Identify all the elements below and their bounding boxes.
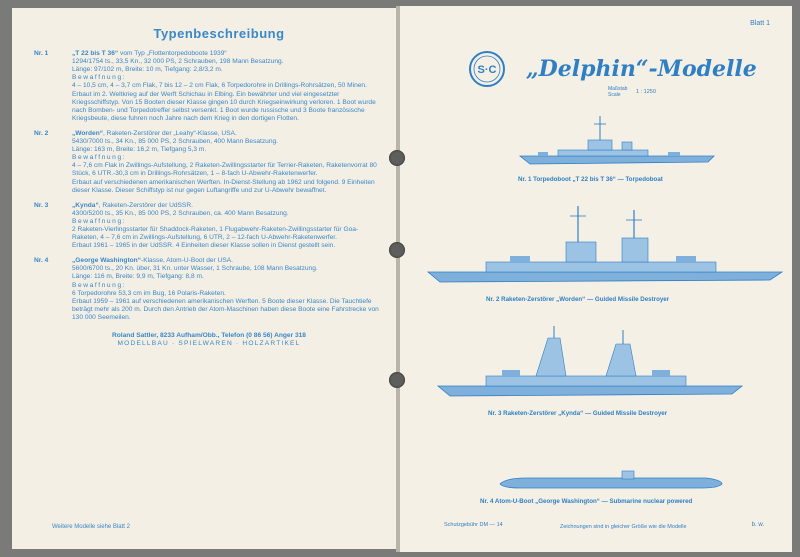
entry-number: Nr. 4 <box>34 257 49 265</box>
entry-specs: 5430/7000 ts., 34 Kn., 85 000 PS, 2 Schrauben, 400 Mann Besatzung. <box>72 138 279 146</box>
binder-hole-2 <box>389 242 405 258</box>
entry-number: Nr. 1 <box>34 50 49 58</box>
entry-dimensions: Länge: 163 m, Breite: 16,2 m, Tiefgang 5,3 m. <box>72 146 207 154</box>
entry-specs: 5600/6700 ts., 20 Kn. über, 31 Kn. unter Wasser, 1 Schraube, 108 Mann Besatzung. <box>72 265 318 273</box>
entry-type: -Klasse, Atom-U-Boot der USA. <box>141 257 233 265</box>
caption-ship-1: Nr. 1 Torpedoboot „T 22 bis T 36“ — Torpedoboat <box>518 176 663 183</box>
protection-fee: Schutzgebühr DM — 14 <box>444 522 503 528</box>
drawings-note: Zeichnungen sind in gleicher Größe wie die Modelle <box>560 524 687 530</box>
entry-number: Nr. 3 <box>34 201 49 209</box>
entry-1 <box>34 50 384 123</box>
entry-3 <box>34 202 384 251</box>
entry-armament: 4 – 10,5 cm, 4 – 3,7 cm Flak, 7 bis 12 – 2 cm Flak, 6 Torpedorohre in Drillings-Rohrsätzen, 50 Minen. <box>72 82 367 90</box>
entry-specs: 1294/1754 ts., 33,5 Kn., 32 000 PS, 2 Schrauben, 198 Mann Besatzung. <box>72 58 284 66</box>
publisher-address: Roland Sattler, 8233 Aufham/Obb., Telefon (0 86 56) Anger 318 <box>112 332 306 339</box>
entry-2 <box>34 130 384 195</box>
binder-hole-3 <box>389 372 405 388</box>
binder-hole-1 <box>389 150 405 166</box>
torpedo-boat-drawing <box>518 112 718 168</box>
armament-heading: Bewaffnung: <box>72 154 127 162</box>
entry-type: , Raketen-Zerstörer der UdSSR. <box>98 201 193 209</box>
logo-text: S·C <box>477 64 497 76</box>
right-page <box>400 6 792 552</box>
entry-type: , Raketen-Zerstörer der „Leahy“-Klasse, USA. <box>103 129 237 137</box>
entry-type: vom Typ „Flottentorpedoboote 1939“ <box>118 50 227 58</box>
caption-ship-3: Nr. 3 Raketen-Zerstörer „Kynda“ — Guided Missile Destroyer <box>488 410 668 417</box>
entry-dimensions: Länge: 116 m, Breite: 9,9 m, Tiefgang: 8,8 m. <box>72 273 204 281</box>
entry-armament: 4 – 7,6 cm Flak in Zwillings-Aufstellung, 2 Raketen-Zwillingsstarter für Terrier-Raketen, Raketenvorrat 80 Stück, 6 UTR.-30,3 cm in Drillings-Rohrsätzen, 1 – 8-fach U-Abwehr-Raketenwerfer. <box>72 162 377 178</box>
left-page <box>12 8 398 549</box>
entry-name: „Kynda“ <box>72 201 99 209</box>
submarine-drawing <box>496 468 726 492</box>
caption-ship-2: Nr. 2 Raketen-Zerstörer „Worden“ — Guided Missile Destroyer <box>486 296 670 303</box>
entry-history: Erbaut auf verschiedenen amerikanischen Werften. In-Dienst-Stellung ab 1962 und folgend. 9 Einheiten dieser Klasse. Dieser Schiffstyp ist nur gegen Luftangriffe und zur U-Abwehr bewaffnet. <box>72 178 375 194</box>
entry-4 <box>34 257 384 322</box>
armament-heading: Bewaffnung: <box>72 217 127 225</box>
kynda-destroyer-drawing <box>436 324 746 402</box>
entry-specs: 4300/5200 ts., 35 Kn., 85 000 PS, 2 Schrauben, ca. 400 Mann Besatzung. <box>72 209 289 217</box>
entry-dimensions: Länge: 97/102 m, Breite: 10 m, Tiefgang: 2,8/3,2 m. <box>72 66 223 74</box>
type-description-heading: Typenbeschreibung <box>153 26 285 41</box>
entry-history: Erbaut im 2. Weltkrieg auf der Werft Schichau in Elbing. Ein bewährter und viel eingesetzter Kriegsschiffstyp. Von 15 Booten dieser Klasse gingen 10 durch Kriegseinwirkung verloren. 1 Boot wurde nach Bomben- und Torpedotreffer selbst versenkt. 1 Boot wurde russische und 3 Boote französische Kriegsbeute, diese fuhren noch Jahre nach dem Krieg in den dortigen Flotten. <box>72 90 376 122</box>
further-models-note: Weitere Modelle siehe Blatt 2 <box>52 523 130 530</box>
worden-destroyer-drawing <box>426 202 786 288</box>
entry-name: „Worden“ <box>72 129 104 137</box>
armament-heading: Bewaffnung: <box>72 281 127 289</box>
entry-armament: 2 Raketen-Vierlingsstarter für Shaddock-Raketen, 1 Flugabwehr-Raketen-Zwillingsstarter für Goa-Raketen, 4 – 7,6 cm in Zwillings-Aufstellung, 6 UTR, 2 – 12-fach U-Abwehr-Raketenwerfer. <box>72 225 359 242</box>
catalog-title: „Delphin“-Modelle <box>526 56 757 82</box>
entry-name: „George Washington“ <box>72 257 141 265</box>
entry-name: „T 22 bis T 36“ <box>72 50 119 58</box>
entry-number: Nr. 2 <box>34 129 49 137</box>
publisher-tagline: MODELLBAU · SPIELWAREN · HOLZARTIKEL <box>117 340 301 348</box>
sc-logo-icon <box>468 50 506 88</box>
scale-value: 1 : 1250 <box>636 89 656 95</box>
armament-heading: Bewaffnung: <box>72 74 127 82</box>
please-turn-over: b. w. <box>751 522 764 528</box>
sheet-number: Blatt 1 <box>750 20 770 27</box>
entry-armament: 6 Torpedorohre 53,3 cm im Bug, 16 Polaris-Raketen. <box>72 289 226 297</box>
entry-history: Erbaut 1961 – 1965 in der UdSSR. 4 Einheiten dieser Klasse sollen in Dienst gestellt sein. <box>72 242 336 250</box>
scale-label: Maßstab Scale <box>608 86 628 98</box>
entry-history: Erbaut 1959 – 1961 auf verschiedenen amerikanischen Werften. 5 Boote dieser Klasse. Die Tauchtiefe beträgt mehr als 200 m. Durch den Antrieb der Atom-Maschinen haben diese Boote eine Fahrstrecke von 130 000 Seemeilen. <box>72 297 379 321</box>
caption-ship-4: Nr. 4 Atom-U-Boot „George Washington“ — Submarine nuclear powered <box>480 498 693 505</box>
